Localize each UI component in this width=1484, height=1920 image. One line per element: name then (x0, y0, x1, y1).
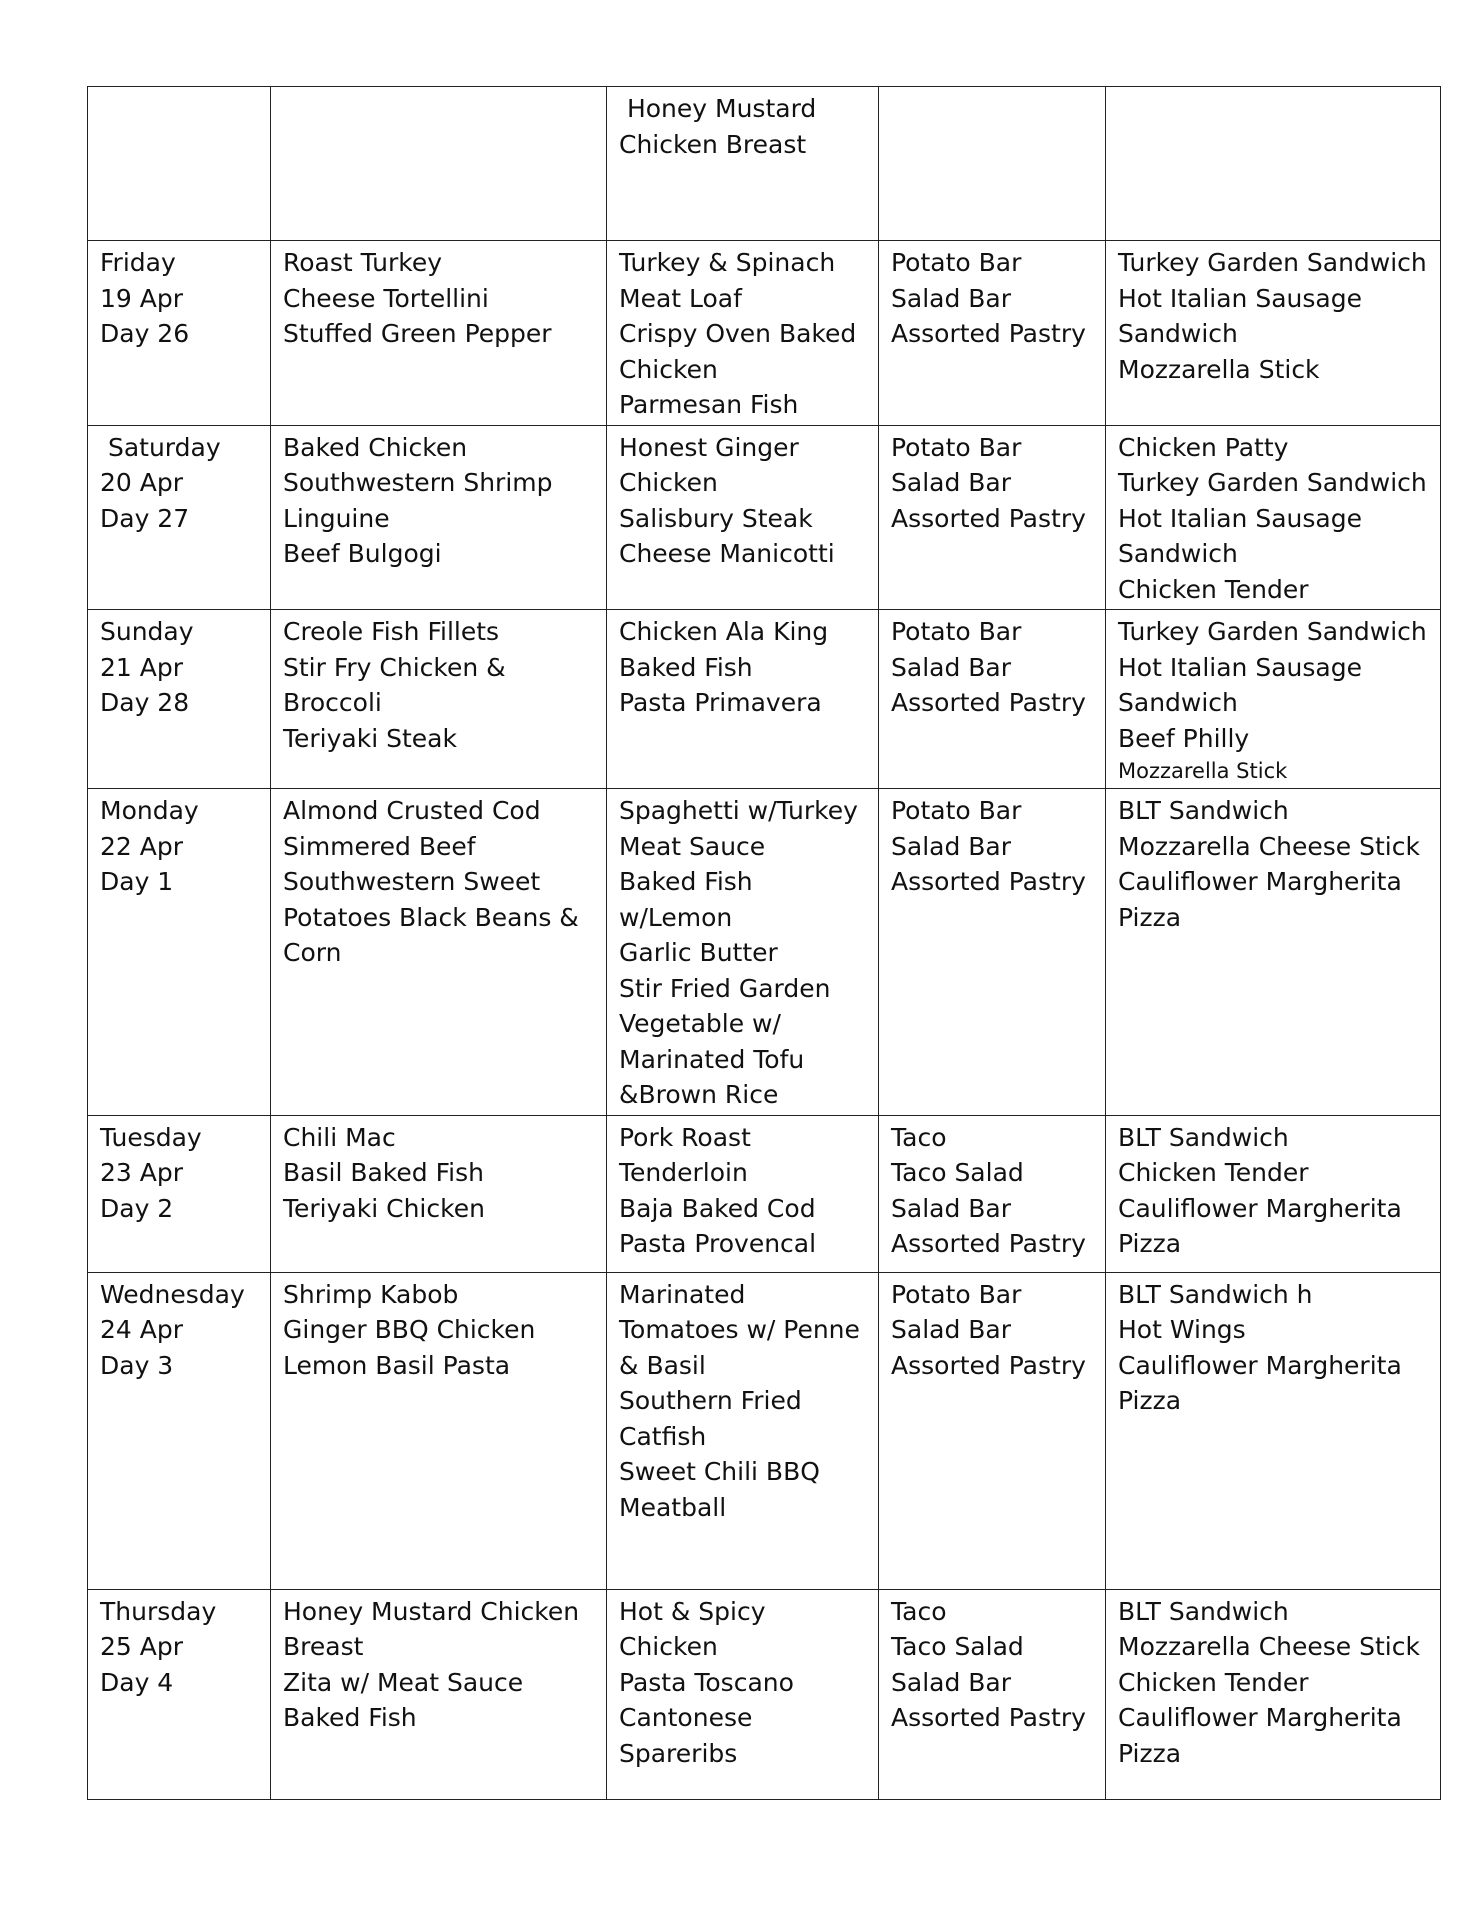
menu-row (88, 1115, 1441, 1272)
menu-item-text: Crispy Oven Baked (619, 319, 857, 348)
menu-item-text: Assorted Pastry (891, 1229, 1086, 1258)
menu-item-text: Sandwich (1118, 688, 1238, 717)
menu-item-text: Southwestern Shrimp (283, 468, 553, 497)
menu-item-text: 25 Apr (100, 1632, 184, 1661)
menu-item-text: Day 2 (100, 1193, 174, 1223)
entree-1-cell (271, 425, 607, 610)
menu-item-text: Roast Turkey (283, 248, 442, 277)
menu-item-text: Stir Fry Chicken & Broccoli (283, 652, 514, 717)
day-cell (88, 1115, 271, 1272)
menu-item-text: Salad Bar (891, 283, 1012, 313)
menu-row (88, 241, 1441, 426)
menu-item-text: Potato Bar (891, 796, 1022, 825)
menu-item-text: 21 Apr (100, 652, 184, 682)
menu-item-text: Cauliflower Margherita (1118, 1350, 1402, 1380)
menu-item-text: Potato Bar (891, 248, 1022, 277)
menu-item-text: &Brown Rice (619, 1080, 779, 1109)
menu-item-text: Vegetable w/ (619, 1009, 781, 1038)
menu-item-text: Assorted Pastry (891, 319, 1086, 348)
menu-item-text: Baked Chicken (283, 432, 468, 462)
menu-item-text: Shrimp Kabob (283, 1279, 459, 1309)
menu-item-text: Cantonese Spareribs (619, 1703, 761, 1768)
menu-item-text: Zita w/ Meat Sauce (283, 1667, 524, 1697)
grill-cell (1106, 425, 1441, 610)
grill-cell (1106, 241, 1441, 426)
menu-item-text: Salad Bar (891, 468, 1012, 497)
bars-cell (879, 241, 1106, 426)
menu-item-text: Salisbury Steak (619, 503, 813, 533)
menu-item-text: Taco (891, 1596, 947, 1626)
menu-row (88, 425, 1441, 610)
menu-item-text: Chicken Tender (1118, 1667, 1309, 1697)
menu-item-text: Taco (891, 1122, 947, 1152)
bars-cell (879, 610, 1106, 789)
menu-item-text: Pizza (1118, 1386, 1182, 1415)
menu-item-text: Turkey & Spinach (619, 248, 836, 277)
menu-item-text: Breast (283, 1632, 364, 1661)
menu-item-text: Sandwich (1118, 319, 1238, 348)
menu-item-text: Tuesday (100, 1122, 202, 1152)
menu-item-text: Hot Wings (1118, 1315, 1246, 1344)
menu-item-text: Marinated (619, 1279, 746, 1309)
menu-item-text: Southern Fried (619, 1386, 802, 1415)
menu-item-text: Potatoes Black Beans & (283, 902, 579, 932)
menu-item-text: Baked Fish (283, 1703, 417, 1732)
day-cell (88, 610, 271, 789)
menu-item-text: Chicken (619, 354, 718, 384)
menu-item-text: & Basil (619, 1350, 706, 1380)
entree-2-cell (607, 87, 879, 241)
menu-item-text: Assorted Pastry (891, 1703, 1086, 1732)
menu-item-text: Linguine (283, 503, 390, 533)
menu-item-text: Assorted Pastry (891, 688, 1086, 717)
menu-item-text: Mozzarella Cheese Stick (1118, 1632, 1420, 1661)
menu-item-text: Pizza (1118, 1229, 1182, 1258)
menu-item-text: Chili Mac (283, 1122, 396, 1152)
menu-item-text: BLT Sandwich (1118, 1122, 1289, 1152)
entree-1-cell (271, 1272, 607, 1589)
menu-item-text: 19 Apr (100, 283, 184, 313)
menu-item-text: Day 28 (100, 688, 190, 717)
menu-item-text: Meat Loaf (619, 283, 742, 313)
menu-item-text: Basil Baked Fish (283, 1158, 484, 1187)
menu-item-text: Thursday (100, 1596, 217, 1626)
entree-2-cell (607, 789, 879, 1116)
menu-item-text: Meat Sauce (619, 831, 766, 861)
entree-2-cell (607, 1115, 879, 1272)
menu-row (88, 789, 1441, 1116)
menu-item-text: Monday (100, 796, 199, 825)
menu-item-text: Honey Mustard Chicken (283, 1596, 580, 1626)
menu-item-text: BLT Sandwich h (1118, 1279, 1313, 1309)
menu-item-text: Sweet Chili BBQ (619, 1457, 820, 1486)
menu-item-text: Stir Fried Garden (619, 973, 831, 1003)
menu-item-text: Hot Italian Sausage (1118, 503, 1362, 533)
grill-cell (1106, 1272, 1441, 1589)
menu-item-text: Friday (100, 248, 176, 277)
menu-item-text: Pork Roast (619, 1122, 751, 1152)
menu-item-text: Marinated Tofu (619, 1044, 805, 1074)
menu-item-text: Teriyaki Chicken (283, 1193, 485, 1223)
menu-item-text: Day 4 (100, 1667, 174, 1697)
day-cell (88, 241, 271, 426)
menu-item-text: Turkey Garden Sandwich (1118, 248, 1427, 277)
day-cell (88, 87, 271, 241)
grill-cell (1106, 789, 1441, 1116)
menu-item-text: Lemon Basil Pasta (283, 1350, 511, 1380)
menu-item-text: Spaghetti w/Turkey (619, 796, 858, 825)
entree-2-cell (607, 241, 879, 426)
menu-item-text: Hot Italian Sausage (1118, 283, 1362, 313)
grill-cell (1106, 1589, 1441, 1799)
menu-item-text: Baja Baked Cod (619, 1193, 816, 1223)
menu-item-text: Assorted Pastry (891, 867, 1086, 896)
grill-cell (1106, 87, 1441, 241)
menu-item-text: Meatball (619, 1492, 727, 1522)
menu-item-text: Baked Fish (619, 652, 753, 682)
menu-item-text: Cauliflower Margherita (1118, 1703, 1402, 1732)
menu-item-text: Salad Bar (891, 831, 1012, 861)
menu-item-text: Pizza (1118, 902, 1182, 932)
menu-item-text: Chicken Patty (1118, 432, 1289, 462)
menu-item-text: Chicken Tender (1118, 1158, 1309, 1187)
menu-item-text: Cauliflower Margherita (1118, 1193, 1402, 1223)
bars-cell (879, 1589, 1106, 1799)
menu-item-text: Taco Salad (891, 1158, 1024, 1187)
menu-item-text: Cheese Tortellini (283, 283, 489, 313)
menu-item-text: Sunday (100, 617, 194, 646)
menu-item-text: Assorted Pastry (891, 503, 1086, 533)
menu-item-text: 24 Apr (100, 1315, 184, 1344)
menu-item-text: Cheese Manicotti (619, 539, 835, 568)
menu-item-text: Wednesday (100, 1279, 245, 1309)
menu-item-text: Assorted Pastry (891, 1350, 1086, 1380)
menu-item-text: 23 Apr (100, 1158, 184, 1187)
bars-cell (879, 87, 1106, 241)
day-cell (88, 1272, 271, 1589)
menu-item-text: Simmered Beef (283, 831, 476, 861)
menu-item-text: Honey Mustard (619, 94, 817, 123)
menu-row (88, 1589, 1441, 1799)
bars-cell (879, 425, 1106, 610)
menu-item-text: Day 26 (100, 319, 190, 348)
menu-item-text: Turkey Garden Sandwich (1118, 468, 1427, 497)
menu-item-text: Salad Bar (891, 1315, 1012, 1344)
day-cell (88, 789, 271, 1116)
grill-cell (1106, 610, 1441, 789)
menu-item-text: 22 Apr (100, 831, 184, 861)
menu-item-text: Mozzarella Cheese Stick (1118, 831, 1420, 861)
menu-row (88, 610, 1441, 789)
menu-item-text: Beef Philly (1118, 723, 1250, 753)
menu-item-text: Tenderloin (619, 1158, 748, 1187)
menu-item-text: Beef Bulgogi (283, 539, 442, 568)
menu-item-text: BLT Sandwich (1118, 796, 1289, 825)
menu-item-text: Pizza (1118, 1738, 1182, 1768)
menu-item-text: Mozzarella Stick (1118, 354, 1320, 384)
bars-cell (879, 789, 1106, 1116)
entree-2-cell (607, 1589, 879, 1799)
entree-1-cell (271, 1589, 607, 1799)
entree-1-cell (271, 241, 607, 426)
menu-table-body (88, 87, 1441, 1800)
menu-item-text: Teriyaki Steak (283, 723, 457, 753)
menu-item-text: Hot Italian Sausage (1118, 652, 1362, 682)
menu-item-text: Cauliflower Margherita (1118, 867, 1402, 896)
menu-item-text: Honest Ginger (619, 432, 799, 462)
menu-item-text: 20 Apr (100, 468, 184, 497)
menu-item-text: Parmesan Fish (619, 390, 799, 419)
menu-item-text: Pasta Toscano (619, 1667, 794, 1697)
menu-item-text: Southwestern Sweet (283, 867, 541, 896)
menu-item-text: Salad Bar (891, 652, 1012, 682)
menu-item-text: Baked Fish w/Lemon (619, 867, 761, 932)
entree-1-cell (271, 1115, 607, 1272)
entree-1-cell (271, 789, 607, 1116)
menu-item-text: Day 27 (100, 503, 190, 533)
bars-cell (879, 1272, 1106, 1589)
menu-item-text: Stuffed Green Pepper (283, 319, 552, 348)
menu-row (88, 87, 1441, 241)
entree-2-cell (607, 425, 879, 610)
menu-item-text: Day 1 (100, 867, 174, 896)
menu-item-text: Chicken (619, 468, 718, 497)
menu-item-text: Hot & Spicy Chicken (619, 1596, 774, 1661)
menu-item-text: Almond Crusted Cod (283, 796, 541, 825)
menu-item-text: Chicken Breast (619, 129, 807, 159)
menu-item-text: Day 3 (100, 1350, 174, 1380)
menu-row (88, 1272, 1441, 1589)
menu-table (87, 86, 1441, 1800)
menu-item-text: Sandwich (1118, 539, 1238, 568)
menu-item-text: Potato Bar (891, 617, 1022, 646)
entree-2-cell (607, 610, 879, 789)
menu-item-text: Tomatoes w/ Penne (619, 1315, 860, 1344)
day-cell (88, 425, 271, 610)
menu-item-text: Saturday (100, 432, 221, 462)
menu-item-text: Ginger BBQ Chicken (283, 1315, 536, 1344)
menu-item-text: Pasta Provencal (619, 1229, 817, 1258)
entree-1-cell (271, 610, 607, 789)
menu-item-text: Corn (283, 938, 342, 967)
entree-2-cell (607, 1272, 879, 1589)
menu-item-text: Creole Fish Fillets (283, 617, 500, 646)
day-cell (88, 1589, 271, 1799)
menu-item-text: Potato Bar (891, 432, 1022, 462)
bars-cell (879, 1115, 1106, 1272)
menu-item-text: Garlic Butter (619, 938, 778, 967)
menu-item-text: Pasta Primavera (619, 688, 822, 717)
menu-item-text: Turkey Garden Sandwich (1118, 617, 1427, 646)
menu-item-text: Potato Bar (891, 1279, 1022, 1309)
menu-item-text: Salad Bar (891, 1193, 1012, 1223)
menu-item-text: Taco Salad (891, 1632, 1024, 1661)
entree-1-cell (271, 87, 607, 241)
menu-item-text: Catfish (619, 1421, 707, 1451)
menu-item-text: Mozzarella Stick (1118, 759, 1288, 783)
menu-item-text: Chicken Tender (1118, 574, 1309, 604)
grill-cell (1106, 1115, 1441, 1272)
menu-item-text: Chicken Ala King (619, 617, 829, 646)
menu-item-text: Salad Bar (891, 1667, 1012, 1697)
menu-item-text: BLT Sandwich (1118, 1596, 1289, 1626)
